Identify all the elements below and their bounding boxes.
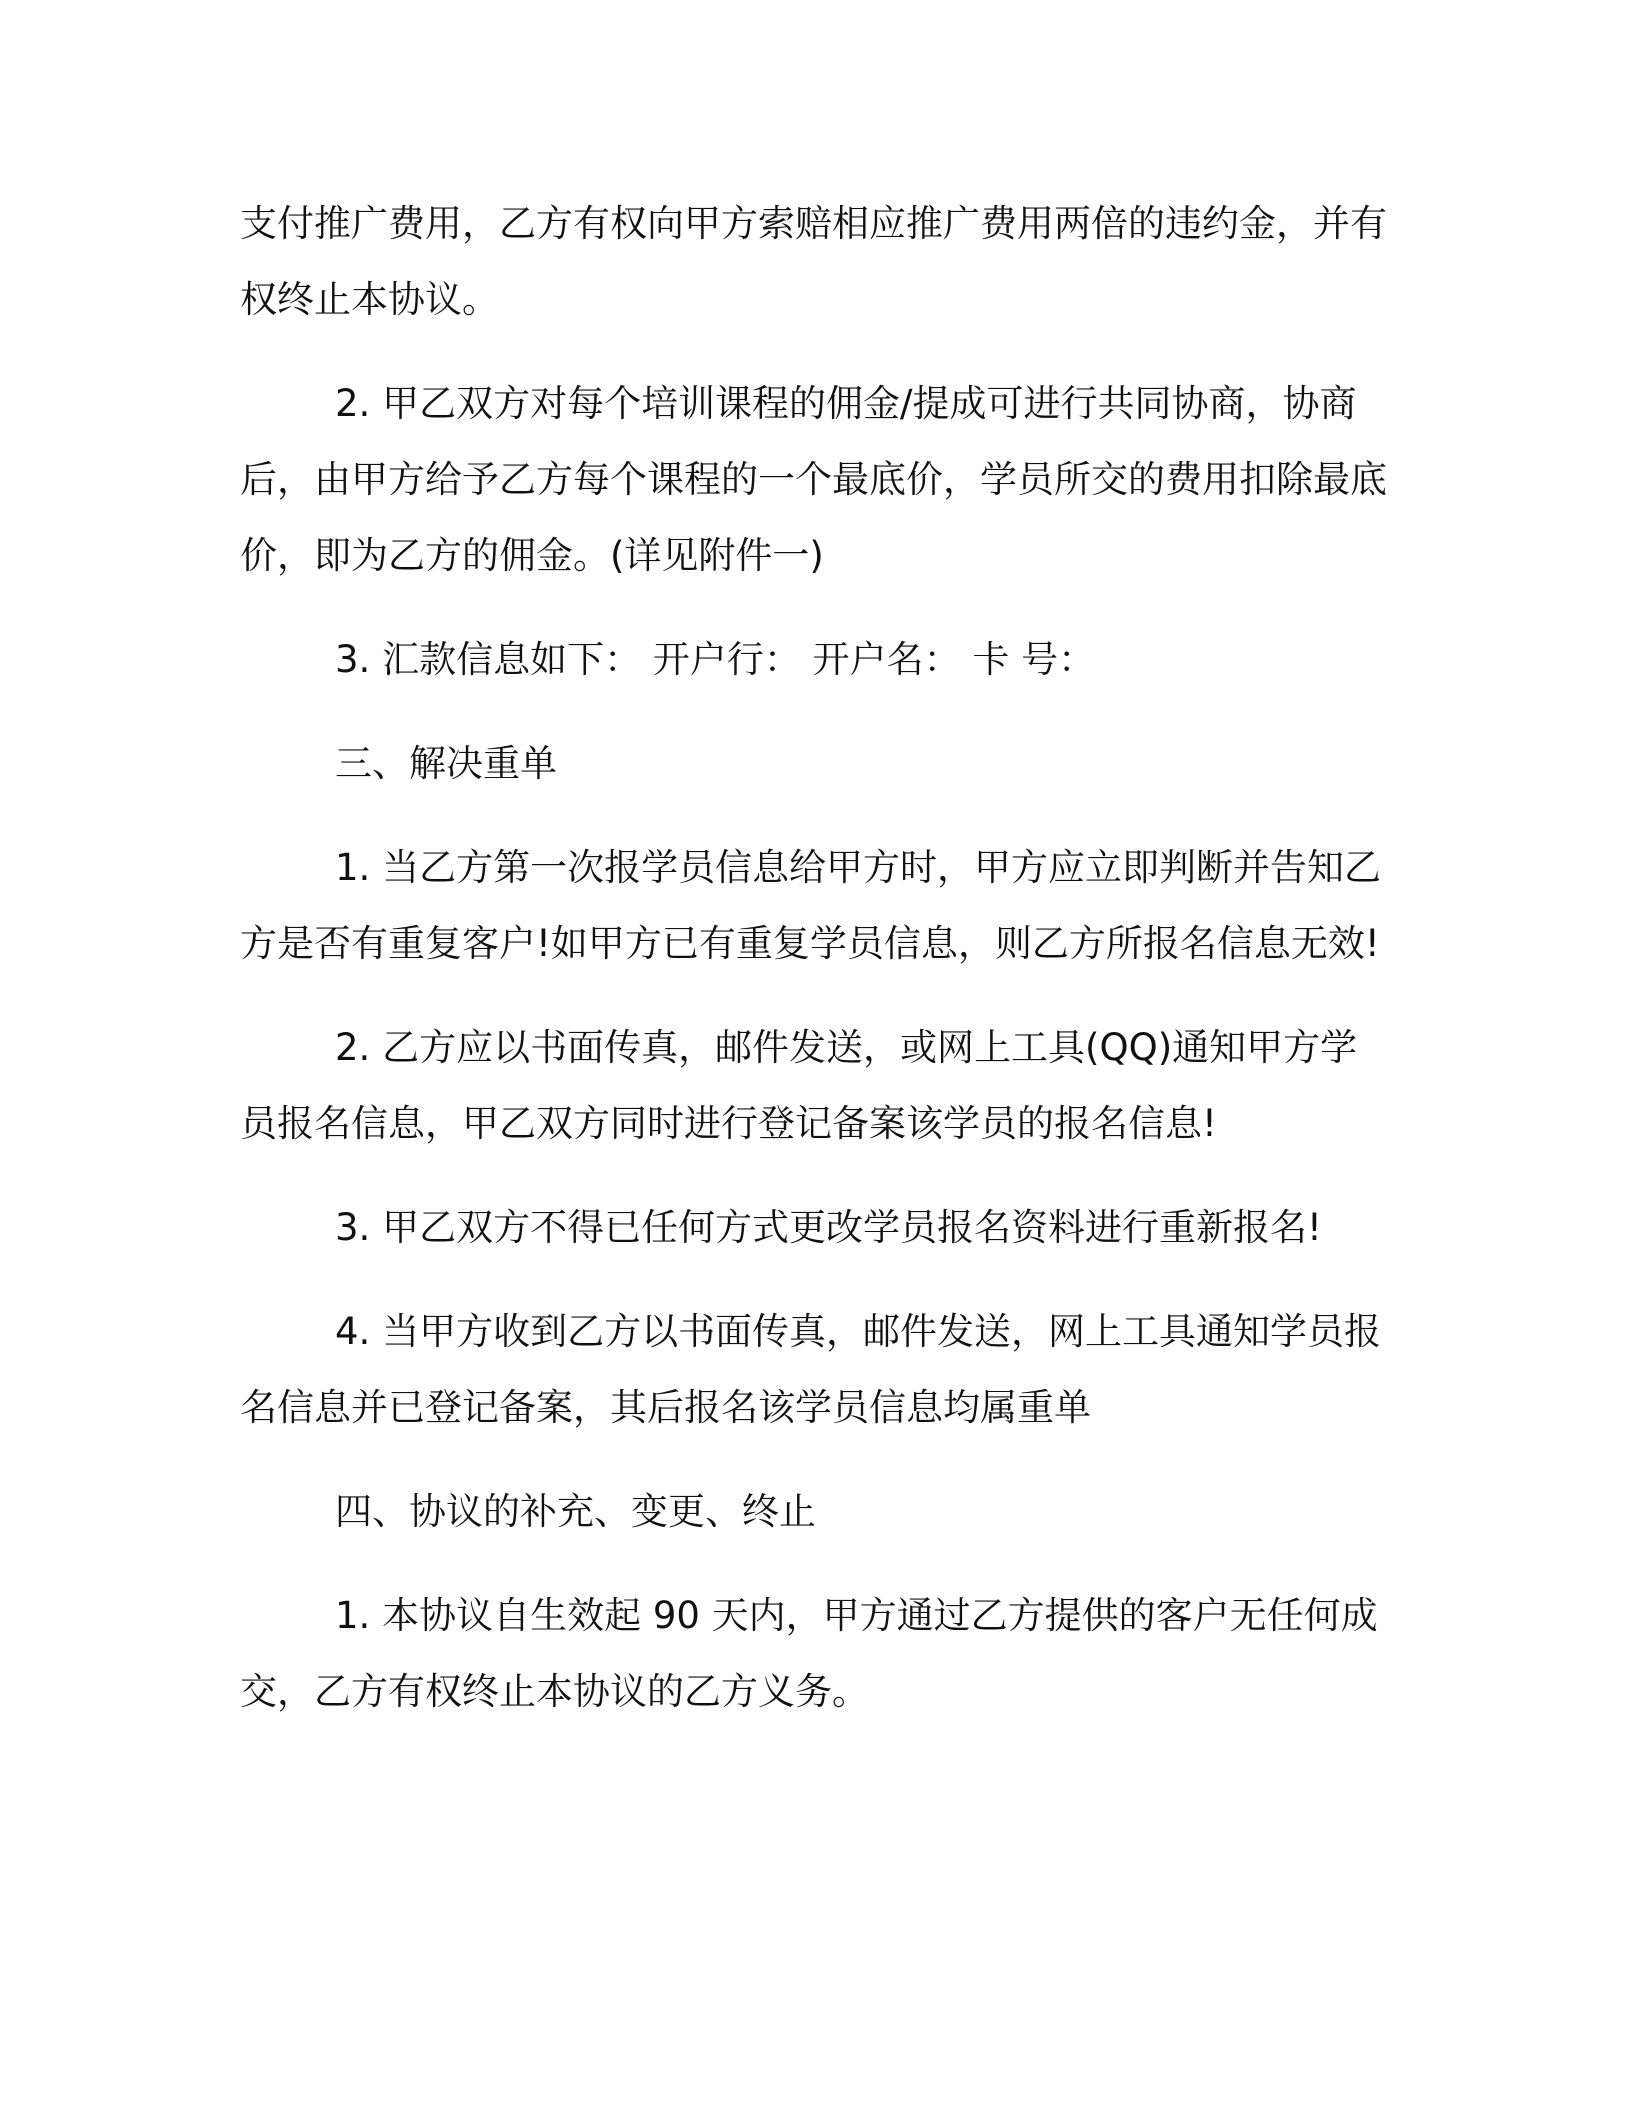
paragraph-no-modification: 3. 甲乙双方不得已任何方式更改学员报名资料进行重新报名! [335,1206,1322,1249]
paragraph-continuation: 支付推广费用，乙方有权向甲方索赔相应推广费用两倍的违约金，并有权终止本协议。 [240,202,1387,321]
paragraph-commission: 2. 甲乙双方对每个培训课程的佣金/提成可进行共同协商，协商后，由甲方给予乙方每个课程的一个最底价，学员所交的费用扣除最底价，即为乙方的佣金。(详见附件一) [240,382,1387,577]
paragraph-duplicate-definition: 4. 当甲方收到乙方以书面传真，邮件发送，网上工具通知学员报名信息并已登记备案，其后报名该学员信息均属重单 [240,1310,1382,1429]
section-heading-amendment: 四、协议的补充、变更、终止 [335,1490,816,1533]
section-heading-duplicate-orders: 三、解决重单 [335,742,557,785]
paragraph-duplicate-check: 1. 当乙方第一次报学员信息给甲方时，甲方应立即判断并告知乙方是否有重复客户!如甲方已有重复学员信息，则乙方所报名信息无效! [240,846,1382,965]
paragraph-remittance-info: 3. 汇款信息如下： 开户行： 开户名： 卡 号： [335,638,1096,681]
paragraph-notification: 2. 乙方应以书面传真，邮件发送，或网上工具(QQ)通知甲方学员报名信息，甲乙双方同时进行登记备案该学员的报名信息! [240,1026,1358,1145]
paragraph-termination: 1. 本协议自生效起 90 天内，甲方通过乙方提供的客户无任何成交，乙方有权终止本协议的乙方义务。 [240,1594,1378,1713]
document-body [240,186,1390,1758]
